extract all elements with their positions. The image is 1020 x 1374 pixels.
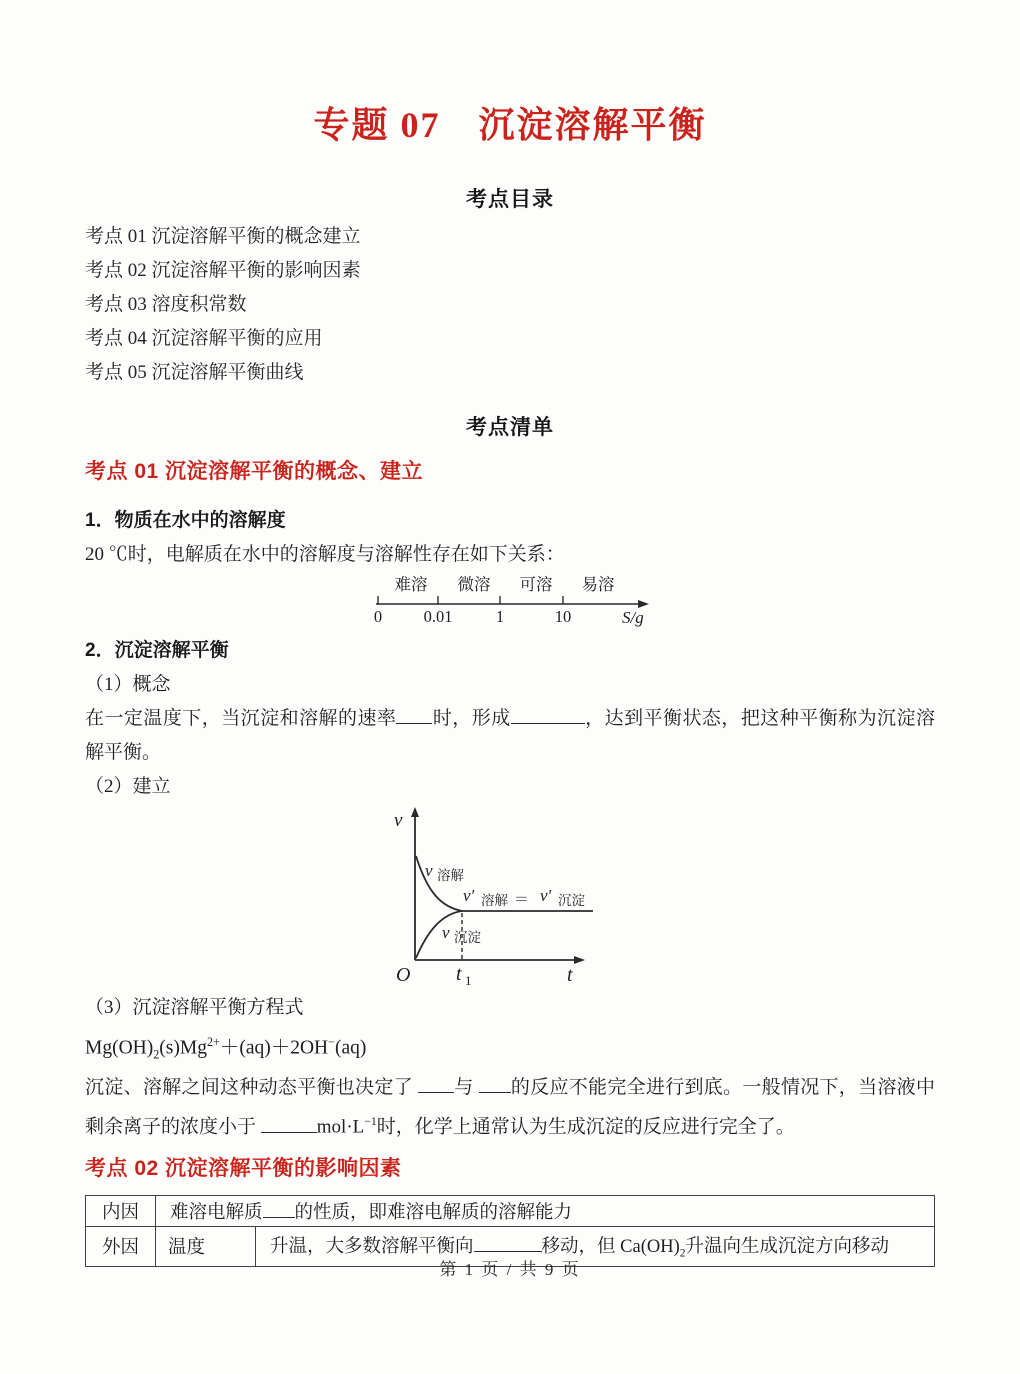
equilibrium-v2: v′ (540, 886, 552, 905)
graph-xaxis-arrow (574, 956, 585, 964)
cell-internal-factor: 内因 (86, 1195, 156, 1226)
blank-underline (474, 1234, 542, 1252)
conclusion-paragraph: 沉淀、溶解之间这种动态平衡也决定了 与 的反应不能完全进行到底。一般情况下，当溶液中剩余离子的浓度小于 $mol\cdot L^{-1}$时，化学上通常认为生成沉淀的反应进行完全了。 (85, 1077, 935, 1138)
scale-tick-001: 0.01 (423, 607, 453, 626)
blank-underline (418, 1075, 454, 1093)
equilibrium-label1: 溶解 (481, 893, 508, 908)
section1-title: 1．物质在水中的溶解度 (85, 510, 286, 531)
equals-sign: ＝ (514, 892, 530, 908)
graph-xaxis-label: t (567, 964, 573, 986)
build-label: （2）建立 (85, 776, 171, 797)
blank-underline (479, 1075, 511, 1093)
directory-item-04: 考点 04 沉淀溶解平衡的应用 (85, 328, 323, 349)
section1-intro: 20 ℃时，电解质在水中的溶解度与溶解性存在如下关系： (85, 544, 565, 565)
cell-temperature-content: 升温，大多数溶解平衡向 移动，但 $Ca(OH)_2$升温向生成沉淀方向移动 (256, 1226, 935, 1266)
rate-time-graph (330, 804, 660, 989)
equilibrium-equation: $Mg(OH)_2(s)Mg^{2+}+(aq)+2OH^-(aq)$ (85, 1035, 367, 1062)
scale-unit-label: S/g (622, 608, 644, 627)
kp02-heading: 考点 02 沉淀溶解平衡的影响因素 (85, 1156, 402, 1180)
scale-zone-label-4: 易溶 (581, 575, 615, 594)
table-row-internal (86, 1195, 935, 1226)
scale-tick-10: 10 (554, 607, 572, 626)
scale-tick-1: 1 (495, 607, 505, 626)
checklist-heading: 考点清单 (466, 415, 554, 439)
graph-yaxis-arrow (411, 807, 419, 817)
concept-paragraph: 在一定温度下，当沉淀和溶解的速率 时，形成 ，达到平衡状态，把这种平衡称为沉淀溶解平衡。 (85, 708, 935, 763)
dissolution-curve (416, 856, 462, 911)
blank-underline (263, 1200, 295, 1218)
directory-item-05: 考点 05 沉淀溶解平衡曲线 (85, 362, 304, 383)
kp01-heading: 考点 01 沉淀溶解平衡的概念、建立 (85, 460, 424, 483)
graph-origin-label: O (396, 964, 411, 986)
scale-zone-label-2: 微溶 (457, 575, 491, 594)
directory-heading: 考点目录 (466, 187, 554, 211)
solubility-scale-diagram (370, 572, 660, 630)
cell-internal-content: 难溶电解质 的性质，即难溶电解质的溶解能力 (156, 1195, 935, 1226)
page-number-footer: 第 1 页 / 共 9 页 (439, 1260, 581, 1279)
scale-tick-0: 0 (373, 607, 383, 626)
equilibrium-v1: v′ (463, 886, 475, 905)
dissolve-curve-label: 溶解 (437, 868, 464, 883)
graph-t1-label: t (456, 963, 462, 985)
dissolve-curve-v: v (425, 861, 433, 880)
equation-label: （3）沉淀溶解平衡方程式 (85, 997, 304, 1018)
directory-item-02: 考点 02 沉淀溶解平衡的影响因素 (85, 260, 361, 281)
equilibrium-label2: 沉淀 (558, 893, 585, 908)
page-title: 专题 07 沉淀溶解平衡 (313, 105, 707, 145)
blank-underline (511, 706, 585, 724)
directory-list (85, 220, 935, 390)
directory-item-03: 考点 03 溶度积常数 (85, 294, 247, 315)
scale-zone-label-1: 难溶 (394, 575, 428, 594)
cell-external-factor: 外因 (86, 1226, 156, 1266)
graph-yaxis-label: v (394, 810, 403, 831)
precip-curve-v: v (442, 923, 450, 942)
precip-curve-label: 沉淀 (454, 930, 481, 945)
section2-title: 2．沉淀溶解平衡 (85, 640, 229, 661)
cell-temperature: 温度 (156, 1226, 256, 1266)
graph-t1-subscript: 1 (465, 973, 472, 988)
scale-axis-arrow (638, 600, 649, 608)
concept-label: （1）概念 (85, 674, 171, 695)
blank-underline (261, 1115, 317, 1133)
scale-zone-label-3: 可溶 (519, 575, 553, 594)
blank-underline (396, 706, 432, 724)
directory-item-01: 考点 01 沉淀溶解平衡的概念建立 (85, 226, 361, 247)
